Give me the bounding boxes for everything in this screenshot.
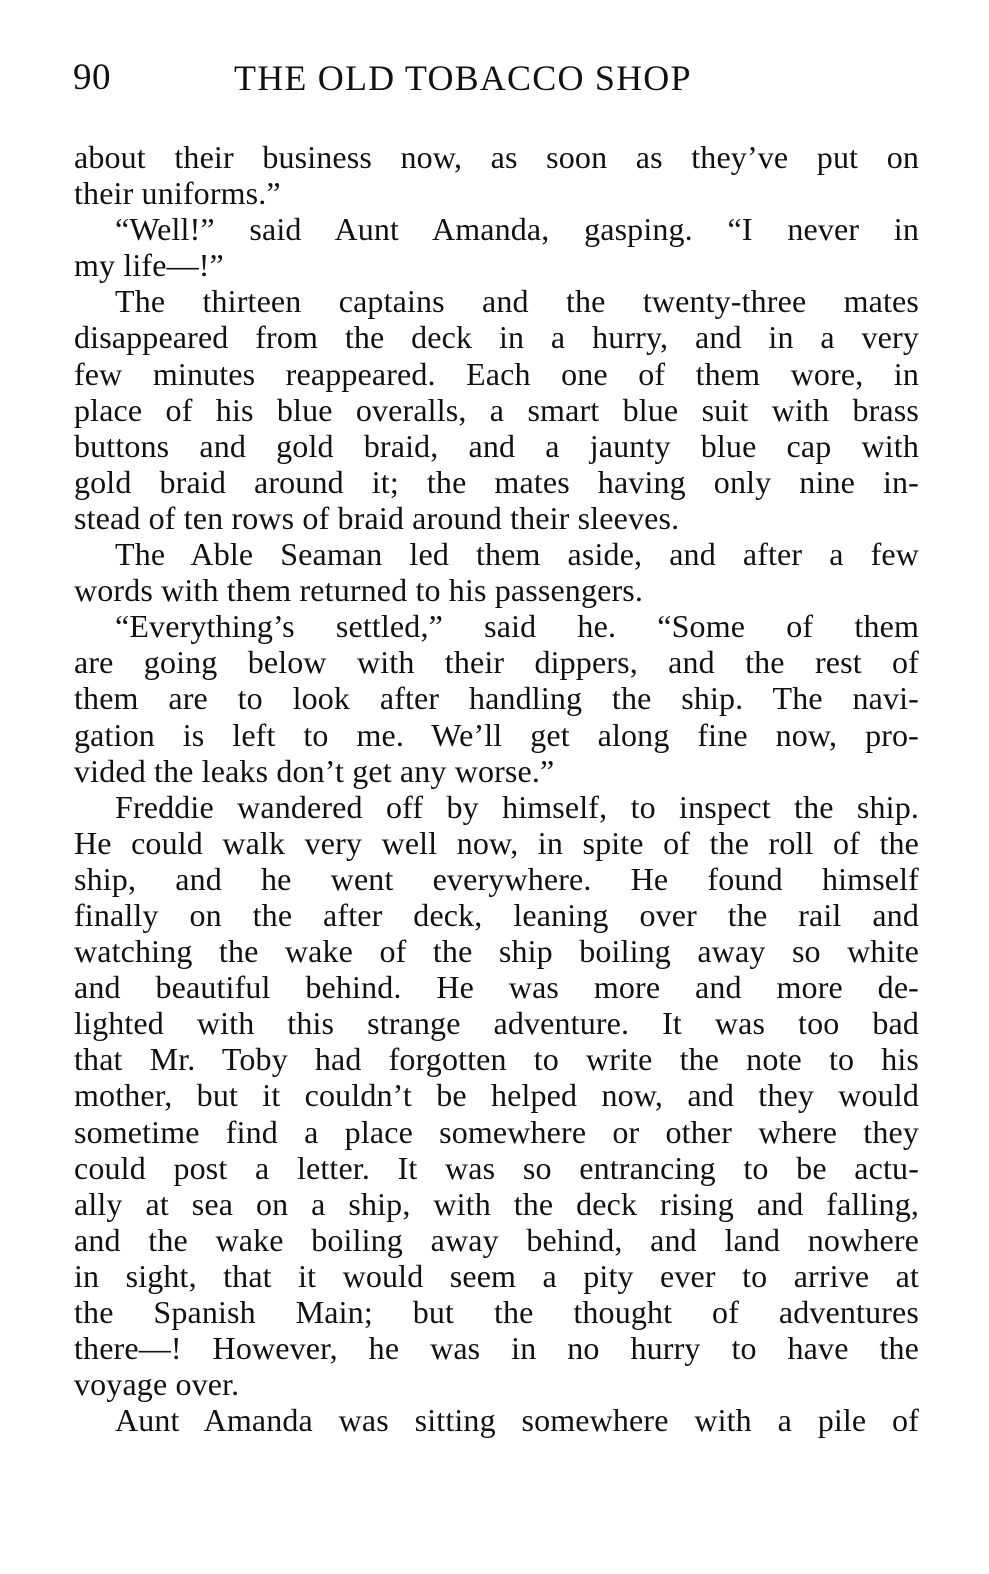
text-line: The Able Seaman led them aside, and after a few: [115, 536, 919, 573]
text-line: that Mr. Toby had forgotten to write the note to his: [74, 1041, 919, 1078]
text-line: He could walk very well now, in spite of the roll of the: [74, 824, 919, 861]
text-line: mother, but it couldn’t be helped now, and they would: [74, 1077, 919, 1114]
text-line: sometime find a place somewhere or other where they: [74, 1113, 919, 1150]
text-line: Freddie wandered off by himself, to inspect the ship.: [115, 788, 919, 825]
text-line: buttons and gold braid, and a jaunty blue cap with: [74, 427, 919, 464]
text-line: gold braid around it; the mates having only nine in-: [74, 463, 919, 500]
text-line: ally at sea on a ship, with the deck rising and falling,: [74, 1185, 919, 1222]
text-line: “Well!” said Aunt Amanda, gasping. “I never in: [115, 211, 919, 248]
text-line: voyage over.: [74, 1366, 240, 1403]
text-line: gation is left to me. We’ll get along fine now, pro-: [74, 716, 919, 753]
text-line: about their business now, as soon as they’ve put on: [74, 139, 919, 175]
text-line: ship, and he went everywhere. He found himself: [74, 860, 919, 897]
text-line: vided the leaks don’t get any worse.”: [74, 752, 555, 789]
text-line: disappeared from the deck in a hurry, and in a very: [74, 319, 919, 356]
text-line: could post a letter. It was so entrancing to be actu-: [74, 1149, 919, 1186]
body-text: [74, 139, 919, 1438]
page-header: [73, 56, 853, 104]
text-line: lighted with this strange adventure. It was too bad: [74, 1005, 919, 1042]
text-line: The thirteen captains and the twenty-three mates: [115, 283, 919, 320]
text-line: place of his blue overalls, a smart blue suit with brass: [74, 391, 919, 428]
text-line: and beautiful behind. He was more and more de-: [74, 969, 919, 1006]
text-line: finally on the after deck, leaning over the rail and: [74, 896, 919, 933]
text-line: there—! However, he was in no hurry to have the: [74, 1330, 919, 1367]
text-line: Aunt Amanda was sitting somewhere with a pile of: [115, 1402, 919, 1439]
text-line: them are to look after handling the ship. The navi-: [74, 680, 919, 717]
text-line: in sight, that it would seem a pity ever to arrive at: [74, 1257, 919, 1294]
text-line: stead of ten rows of braid around their sleeves.: [74, 499, 680, 536]
text-line: and the wake boiling away behind, and land nowhere: [74, 1221, 919, 1258]
page-number: 90: [73, 57, 111, 98]
text-line: are going below with their dippers, and the rest of: [74, 644, 919, 681]
text-line: few minutes reappeared. Each one of them wore, in: [74, 355, 919, 392]
text-line: words with them returned to his passengers.: [74, 572, 644, 609]
text-line: their uniforms.”: [74, 175, 281, 212]
text-line: “Everything’s settled,” said he. “Some of them: [115, 608, 919, 645]
text-line: watching the wake of the ship boiling away so white: [74, 933, 919, 970]
text-line: the Spanish Main; but the thought of adventures: [74, 1294, 919, 1330]
running-title: THE OLD TOBACCO SHOP: [234, 58, 692, 98]
text-line: my life—!”: [74, 247, 224, 284]
